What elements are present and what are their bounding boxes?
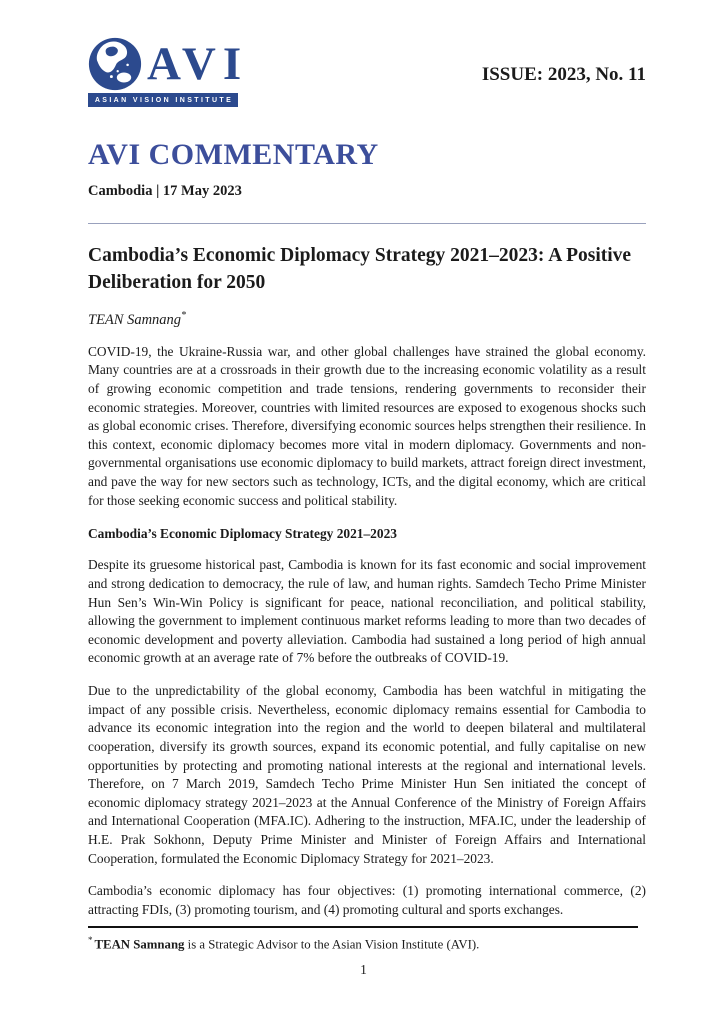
paragraph: Due to the unpredictability of the global economy, Cambodia has been watchful in mitigating the impact of any possible crisis. Nevertheless, economic diplomacy remains essential for Cambodia to advance its economic integration into the region and the world to deepen bilateral and multilateral cooperation, diversify its growth sources, expand its economic potential, and fully capitalise on new opportunities by protecting and promoting national interests at the regional and international levels. Therefore, on 7 March 2019, Samdech Techo Prime Minister Hun Sen initiated the concept of economic diplomacy strategy 2021–2023 at the Annual Conference of the Ministry of Foreign Affairs and International Cooperation (MFA.IC). Adhering to the instruction, MFA.IC, under the leadership of H.E. Prak Sokhonn, Deputy Prime Minister and Minister of Foreign Affairs and International Cooperation, formulated the Economic Diplomacy Strategy for 2021–2023. <box>88 683 646 866</box>
author-name: TEAN Samnang <box>88 311 182 328</box>
footnote-text: is a Strategic Advisor to the Asian Vision Institute (AVI). <box>184 937 480 952</box>
paragraph: Cambodia’s economic diplomacy has four objectives: (1) promoting international commerce, (2) attracting FDIs, (3) promoting tourism, and (4) promoting cultural and sports exchanges. <box>88 883 646 917</box>
footnote-author: TEAN Samnang <box>94 937 185 952</box>
avi-logo <box>88 37 249 107</box>
article-title: Cambodia’s Economic Diplomacy Strategy 2021–2023: A Positive Deliberation for 2050 <box>88 245 632 293</box>
footnote <box>88 934 646 954</box>
footnote-mark: * <box>88 935 93 945</box>
header-divider <box>88 223 646 224</box>
author-footnote-mark: * <box>181 309 187 321</box>
logo-acronym: AVI <box>147 38 249 90</box>
page-number: 1 <box>360 962 367 977</box>
logo-banner: ASIAN VISION INSTITUTE <box>88 93 238 107</box>
paragraph: Despite its gruesome historical past, Cambodia is known for its fast economic and social improvement and strong dedication to democracy, the rule of law, and human rights. Samdech Techo Prime Minister Hun Sen’s Win-Win Policy is significant for peace, national reconciliation, and political stability, allowing the government to implement continuous market reforms leading to more than two decades of economic development and poverty alleviation. Cambodia had sustained a long period of high annual economic growth at an average rate of 7% before the outbreaks of COVID-19. <box>88 557 646 666</box>
page-header <box>88 37 646 107</box>
footnote-divider <box>88 926 638 928</box>
globe-asia-icon <box>88 37 142 91</box>
author-line <box>88 310 646 329</box>
section-heading: Cambodia’s Economic Diplomacy Strategy 2021–2023 <box>88 526 397 542</box>
masthead-title: AVI COMMENTARY <box>88 138 379 171</box>
issue-label: ISSUE: 2023, No. 11 <box>481 64 646 85</box>
paragraph-intro: COVID-19, the Ukraine-Russia war, and other global challenges have strained the global economy. Many countries are at a crossroads in their growth due to the increasing economic volatility as a result of growing economic competition and trade tensions, rendering governments to reconsider their economic strategies. Moreover, countries with limited resources are exposed to exogenous shocks such as global economic crises. Therefore, diversifying economic sources helps strengthen their resilience. In this context, economic diplomacy becomes more vital in modern diplomacy. Governments and non-governmental organisations use economic diplomacy to build markets, attract foreign direct investment, and pave the way for new sectors such as technology, ICTs, and the digital economy, which are critical for those seeking economic success and political stability. <box>88 343 646 508</box>
dateline: Cambodia | 17 May 2023 <box>88 183 242 199</box>
